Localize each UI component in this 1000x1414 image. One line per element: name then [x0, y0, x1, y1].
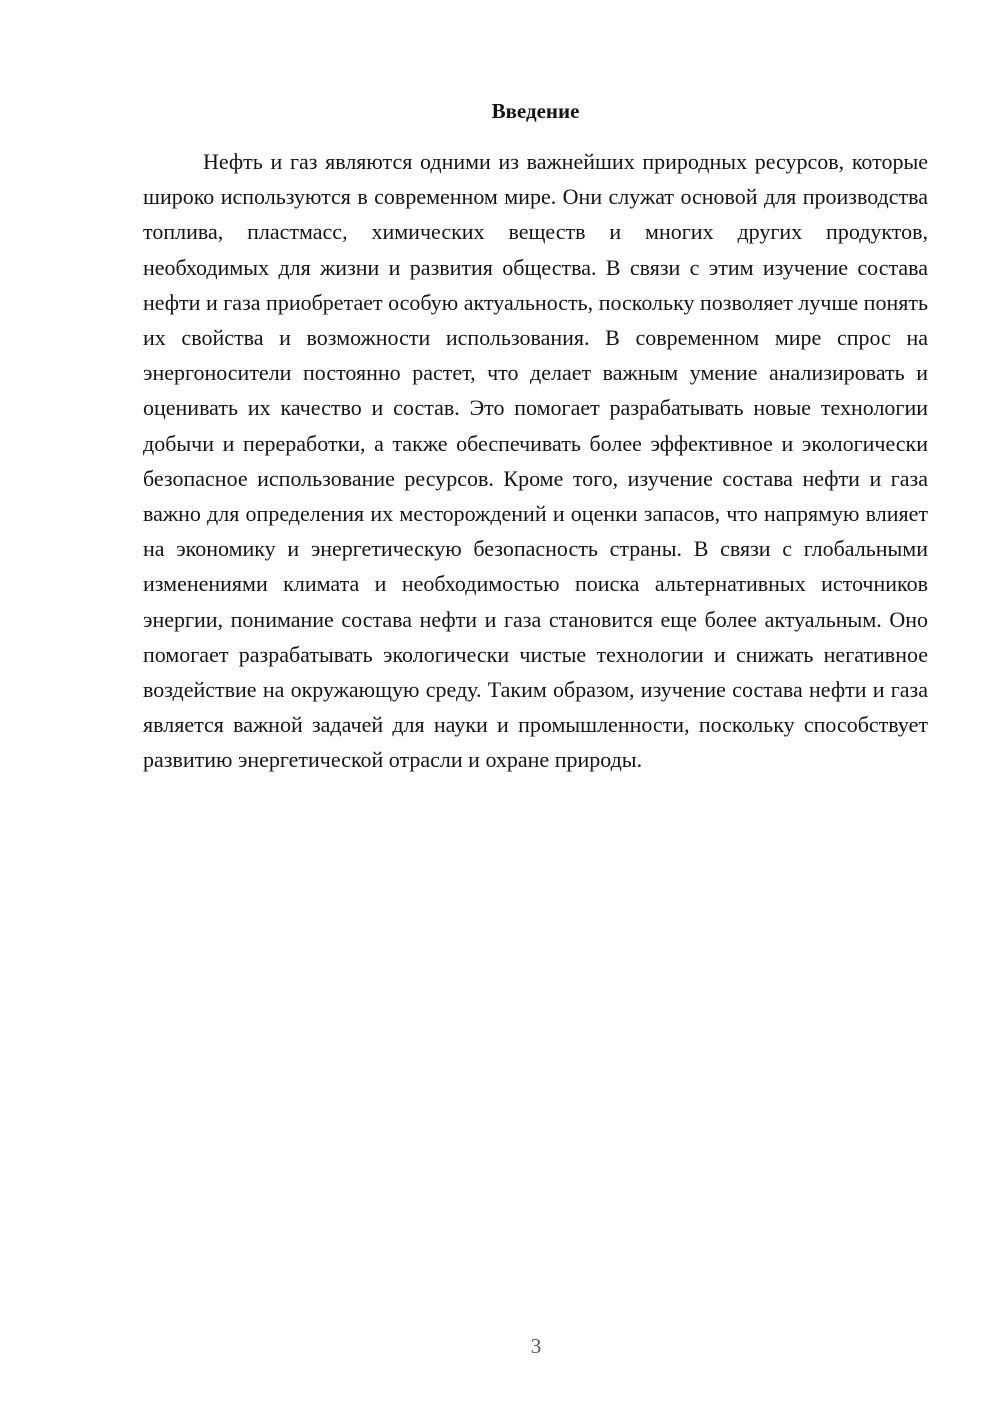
intro-paragraph: Нефть и газ являются одними из важнейших природных ресурсов, которые широко используются в современном мире. Они служат основой для производства топлива, пластмасс, химических веществ и многих других продуктов, необходимых для жизни и развития общества. В связи с этим изучение состава нефти и газа приобретает особую актуальность, поскольку позволяет лучше понять их свойства и возможности использования. В современном мире спрос на энергоносители постоянно растет, что делает важным умение анализировать и оценивать их качество и состав. Это помогает разрабатывать новые технологии добычи и переработки, а также обеспечивать более эффективное и экологически безопасное использование ресурсов. Кроме того, изучение состава нефти и газа важно для определения их месторождений и оценки запасов, что напрямую влияет на экономику и энергетическую безопасность страны. В связи с глобальными изменениями климата и необходимостью поиска альтернативных источников энергии, понимание состава нефти и газа становится еще более актуальным. Оно помогает разрабатывать экологически чистые технологии и снижать негативное воздействие на окружающую среду. Таким образом, изучение состава нефти и газа является важной задачей для науки и промышленности, поскольку способствует развитию энергетической отрасли и охране природы. [143, 149, 928, 773]
page-number: 3 [530, 1334, 542, 1358]
section-heading: Введение [491, 99, 580, 123]
